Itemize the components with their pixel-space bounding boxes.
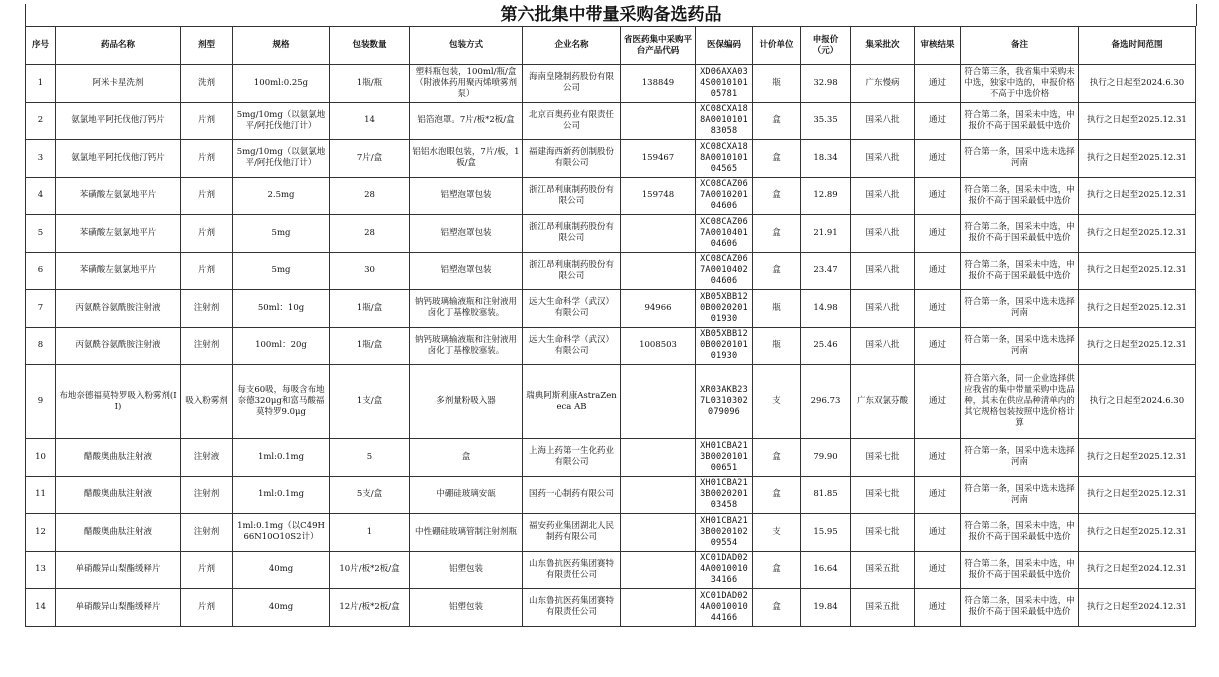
table-body bbox=[26, 65, 1196, 627]
cell-company-name: 浙江昂利康制药股份有限公司 bbox=[523, 215, 621, 253]
cell-row-number: 7 bbox=[26, 290, 56, 328]
cell-declared-price: 23.47 bbox=[801, 252, 851, 290]
cell-row-number: 8 bbox=[26, 327, 56, 365]
cell-company-name: 山东鲁抗医药集团赛特有限责任公司 bbox=[523, 589, 621, 627]
cell-platform-code bbox=[621, 365, 696, 439]
cell-time-range: 执行之日起至2025.12.31 bbox=[1079, 177, 1196, 215]
cell-dosage-form: 片剂 bbox=[181, 551, 233, 589]
col-header-unit: 计价单位 bbox=[753, 27, 801, 65]
cell-remark: 符合第三条，我省集中采购未中选，独家中选的，申报价格不高于中选价格 bbox=[961, 65, 1079, 103]
cell-procurement-batch: 国采七批 bbox=[851, 476, 915, 514]
cell-insurance-code: XH01CBA213B002020103458 bbox=[696, 476, 753, 514]
col-header-note: 备注 bbox=[961, 27, 1079, 65]
cell-row-number: 13 bbox=[26, 551, 56, 589]
cell-specification: 40mg bbox=[233, 551, 330, 589]
cell-company-name: 浙江昂利康制药股份有限公司 bbox=[523, 177, 621, 215]
cell-declared-price: 19.84 bbox=[801, 589, 851, 627]
cell-time-range: 执行之日起至2025.12.31 bbox=[1079, 215, 1196, 253]
cell-time-range: 执行之日起至2025.12.31 bbox=[1079, 476, 1196, 514]
cell-pricing-unit: 盒 bbox=[753, 252, 801, 290]
col-header-pack: 包装方式 bbox=[410, 27, 523, 65]
cell-package-quantity: 10片/板*2板/盒 bbox=[330, 551, 410, 589]
table-row bbox=[26, 514, 1196, 552]
cell-package-type: 铝塑包装 bbox=[410, 551, 523, 589]
cell-procurement-batch: 国采八批 bbox=[851, 215, 915, 253]
cell-specification: 1ml:0.1mg（以C49H66N10O10S2计） bbox=[233, 514, 330, 552]
cell-insurance-code: XC08CXA188A001010104565 bbox=[696, 140, 753, 178]
cell-review-result: 通过 bbox=[915, 215, 961, 253]
cell-dosage-form: 片剂 bbox=[181, 177, 233, 215]
cell-drug-name: 丙氨酰谷氨酰胺注射液 bbox=[56, 290, 181, 328]
cell-declared-price: 15.95 bbox=[801, 514, 851, 552]
cell-dosage-form: 注射剂 bbox=[181, 476, 233, 514]
cell-insurance-code: XB05XBB120B002020101930 bbox=[696, 290, 753, 328]
cell-specification: 5mg/10mg（以氨氯地平/阿托伐他汀计） bbox=[233, 102, 330, 140]
cell-platform-code bbox=[621, 551, 696, 589]
cell-package-type: 钠钙玻璃输液瓶和注射液用卤化丁基橡胶塞装。 bbox=[410, 290, 523, 328]
cell-package-type: 铝塑泡罩包装 bbox=[410, 215, 523, 253]
cell-company-name: 山东鲁抗医药集团赛特有限责任公司 bbox=[523, 551, 621, 589]
table-row bbox=[26, 215, 1196, 253]
cell-declared-price: 18.34 bbox=[801, 140, 851, 178]
cell-remark: 符合第一条，国采中选未选择河南 bbox=[961, 290, 1079, 328]
cell-package-quantity: 5支/盒 bbox=[330, 476, 410, 514]
cell-company-name: 福建海西新药创制股份有限公司 bbox=[523, 140, 621, 178]
cell-remark: 符合第二条，国采未中选，申报价不高于国采最低中选价 bbox=[961, 589, 1079, 627]
cell-declared-price: 12.89 bbox=[801, 177, 851, 215]
cell-specification: 5mg/10mg（以氨氯地平/阿托伐他汀计） bbox=[233, 140, 330, 178]
cell-procurement-batch: 国采五批 bbox=[851, 589, 915, 627]
cell-pricing-unit: 盒 bbox=[753, 439, 801, 477]
cell-platform-code bbox=[621, 589, 696, 627]
cell-pricing-unit: 盒 bbox=[753, 102, 801, 140]
col-header-spec: 规格 bbox=[233, 27, 330, 65]
cell-row-number: 1 bbox=[26, 65, 56, 103]
cell-dosage-form: 片剂 bbox=[181, 589, 233, 627]
cell-review-result: 通过 bbox=[915, 65, 961, 103]
cell-time-range: 执行之日起至2025.12.31 bbox=[1079, 140, 1196, 178]
cell-procurement-batch: 国采七批 bbox=[851, 514, 915, 552]
cell-remark: 符合第一条，国采中选未选择河南 bbox=[961, 476, 1079, 514]
table-row bbox=[26, 551, 1196, 589]
cell-insurance-code: XH01CBA213B002010209554 bbox=[696, 514, 753, 552]
cell-row-number: 5 bbox=[26, 215, 56, 253]
cell-review-result: 通过 bbox=[915, 365, 961, 439]
cell-company-name: 浙江昂利康制药股份有限公司 bbox=[523, 252, 621, 290]
cell-platform-code: 159467 bbox=[621, 140, 696, 178]
cell-drug-name: 单硝酸异山梨酯缓释片 bbox=[56, 589, 181, 627]
cell-insurance-code: XD06AXA034S001010105781 bbox=[696, 65, 753, 103]
cell-company-name: 上海上药第一生化药业有限公司 bbox=[523, 439, 621, 477]
cell-review-result: 通过 bbox=[915, 102, 961, 140]
cell-review-result: 通过 bbox=[915, 551, 961, 589]
cell-declared-price: 25.46 bbox=[801, 327, 851, 365]
table-row bbox=[26, 476, 1196, 514]
cell-drug-name: 单硝酸异山梨酯缓释片 bbox=[56, 551, 181, 589]
cell-drug-name: 氨氯地平阿托伐他汀钙片 bbox=[56, 140, 181, 178]
cell-dosage-form: 吸入粉雾剂 bbox=[181, 365, 233, 439]
cell-insurance-code: XC08CAZ067A001040104606 bbox=[696, 215, 753, 253]
cell-package-type: 多剂量粉吸入器 bbox=[410, 365, 523, 439]
cell-pricing-unit: 盒 bbox=[753, 215, 801, 253]
cell-procurement-batch: 国采八批 bbox=[851, 102, 915, 140]
cell-time-range: 执行之日起至2025.12.31 bbox=[1079, 290, 1196, 328]
cell-drug-name: 苯磺酸左氨氯地平片 bbox=[56, 252, 181, 290]
cell-remark: 符合第二条，国采未中选，申报价不高于国采最低中选价 bbox=[961, 514, 1079, 552]
table-row bbox=[26, 252, 1196, 290]
cell-dosage-form: 片剂 bbox=[181, 140, 233, 178]
cell-review-result: 通过 bbox=[915, 252, 961, 290]
cell-row-number: 12 bbox=[26, 514, 56, 552]
table-row bbox=[26, 589, 1196, 627]
cell-package-quantity: 28 bbox=[330, 177, 410, 215]
cell-review-result: 通过 bbox=[915, 439, 961, 477]
cell-declared-price: 21.91 bbox=[801, 215, 851, 253]
cell-specification: 1ml:0.1mg bbox=[233, 476, 330, 514]
cell-package-quantity: 1瓶/盒 bbox=[330, 327, 410, 365]
cell-remark: 符合第二条，国采未中选，申报价不高于国采最低中选价 bbox=[961, 551, 1079, 589]
cell-drug-name: 醋酸奥曲肽注射液 bbox=[56, 514, 181, 552]
cell-dosage-form: 注射剂 bbox=[181, 327, 233, 365]
cell-time-range: 执行之日起至2025.12.31 bbox=[1079, 327, 1196, 365]
cell-procurement-batch: 国采五批 bbox=[851, 551, 915, 589]
cell-time-range: 执行之日起至2024.6.30 bbox=[1079, 65, 1196, 103]
cell-package-quantity: 1瓶/瓶 bbox=[330, 65, 410, 103]
col-header-range: 备选时间范围 bbox=[1079, 27, 1196, 65]
cell-dosage-form: 片剂 bbox=[181, 252, 233, 290]
cell-row-number: 10 bbox=[26, 439, 56, 477]
cell-pricing-unit: 盒 bbox=[753, 476, 801, 514]
cell-package-quantity: 1 bbox=[330, 514, 410, 552]
cell-pricing-unit: 支 bbox=[753, 514, 801, 552]
col-header-no: 序号 bbox=[26, 27, 56, 65]
col-header-name: 药品名称 bbox=[56, 27, 181, 65]
cell-row-number: 11 bbox=[26, 476, 56, 514]
cell-pricing-unit: 瓶 bbox=[753, 327, 801, 365]
cell-specification: 5mg bbox=[233, 252, 330, 290]
cell-package-type: 铝塑泡罩包装 bbox=[410, 177, 523, 215]
cell-review-result: 通过 bbox=[915, 514, 961, 552]
cell-procurement-batch: 国采八批 bbox=[851, 140, 915, 178]
col-header-form: 剂型 bbox=[181, 27, 233, 65]
cell-time-range: 执行之日起至2024.12.31 bbox=[1079, 589, 1196, 627]
cell-row-number: 3 bbox=[26, 140, 56, 178]
cell-procurement-batch: 国采八批 bbox=[851, 177, 915, 215]
col-header-ybcode: 医保编码 bbox=[696, 27, 753, 65]
cell-time-range: 执行之日起至2025.12.31 bbox=[1079, 102, 1196, 140]
cell-drug-name: 氨氯地平阿托伐他汀钙片 bbox=[56, 102, 181, 140]
cell-drug-name: 阿米卡星洗剂 bbox=[56, 65, 181, 103]
cell-remark: 符合第二条，国采未中选，申报价不高于国采最低中选价 bbox=[961, 252, 1079, 290]
cell-company-name: 远大生命科学（武汉）有限公司 bbox=[523, 290, 621, 328]
cell-pricing-unit: 瓶 bbox=[753, 290, 801, 328]
cell-package-type: 中硼硅玻璃安瓿 bbox=[410, 476, 523, 514]
table-row bbox=[26, 65, 1196, 103]
cell-drug-name: 苯磺酸左氨氯地平片 bbox=[56, 215, 181, 253]
cell-specification: 40mg bbox=[233, 589, 330, 627]
cell-row-number: 4 bbox=[26, 177, 56, 215]
cell-time-range: 执行之日起至2025.12.31 bbox=[1079, 252, 1196, 290]
cell-platform-code bbox=[621, 215, 696, 253]
cell-company-name: 海南皇隆制药股份有限公司 bbox=[523, 65, 621, 103]
cell-remark: 符合第一条，国采中选未选择河南 bbox=[961, 140, 1079, 178]
cell-pricing-unit: 盒 bbox=[753, 177, 801, 215]
cell-package-type: 塑料瓶包装，100ml/瓶/盒（附液体药用聚丙烯喷雾剂泵） bbox=[410, 65, 523, 103]
cell-package-quantity: 14 bbox=[330, 102, 410, 140]
table-row bbox=[26, 102, 1196, 140]
cell-package-quantity: 1支/盒 bbox=[330, 365, 410, 439]
cell-row-number: 6 bbox=[26, 252, 56, 290]
cell-package-type: 铝塑泡罩包装 bbox=[410, 252, 523, 290]
cell-platform-code bbox=[621, 102, 696, 140]
cell-review-result: 通过 bbox=[915, 140, 961, 178]
col-header-result: 审核结果 bbox=[915, 27, 961, 65]
cell-specification: 50ml：10g bbox=[233, 290, 330, 328]
cell-review-result: 通过 bbox=[915, 290, 961, 328]
cell-declared-price: 81.85 bbox=[801, 476, 851, 514]
cell-dosage-form: 片剂 bbox=[181, 215, 233, 253]
cell-package-quantity: 5 bbox=[330, 439, 410, 477]
table-row bbox=[26, 439, 1196, 477]
cell-remark: 符合第二条，国采未中选，申报价不高于国采最低中选价 bbox=[961, 177, 1079, 215]
cell-declared-price: 296.73 bbox=[801, 365, 851, 439]
cell-company-name: 远大生命科学（武汉）有限公司 bbox=[523, 327, 621, 365]
cell-procurement-batch: 国采八批 bbox=[851, 327, 915, 365]
col-header-code: 省医药集中采购平台产品代码 bbox=[621, 27, 696, 65]
cell-procurement-batch: 国采八批 bbox=[851, 252, 915, 290]
cell-package-type: 钠钙玻璃输液瓶和注射液用卤化丁基橡胶塞装。 bbox=[410, 327, 523, 365]
cell-drug-name: 醋酸奥曲肽注射液 bbox=[56, 439, 181, 477]
cell-insurance-code: XC08CAZ067A001020104606 bbox=[696, 177, 753, 215]
col-header-company: 企业名称 bbox=[523, 27, 621, 65]
cell-insurance-code: XC01DAD024A001001034166 bbox=[696, 551, 753, 589]
col-header-qty: 包装数量 bbox=[330, 27, 410, 65]
cell-remark: 符合第六条，同一企业选择供应我省的集中带量采购中选品种，其未在供应品种清单内的其它规格包装按照中选价格计算 bbox=[961, 365, 1079, 439]
cell-time-range: 执行之日起至2025.12.31 bbox=[1079, 514, 1196, 552]
cell-remark: 符合第二条，国采未中选，申报价不高于国采最低中选价 bbox=[961, 215, 1079, 253]
table-row bbox=[26, 327, 1196, 365]
cell-time-range: 执行之日起至2025.12.31 bbox=[1079, 439, 1196, 477]
cell-dosage-form: 注射液 bbox=[181, 439, 233, 477]
cell-insurance-code: XH01CBA213B002010100651 bbox=[696, 439, 753, 477]
cell-company-name: 北京百奥药业有限责任公司 bbox=[523, 102, 621, 140]
cell-declared-price: 16.64 bbox=[801, 551, 851, 589]
cell-platform-code bbox=[621, 514, 696, 552]
drug-table bbox=[25, 26, 1196, 627]
cell-time-range: 执行之日起至2024.12.31 bbox=[1079, 551, 1196, 589]
cell-insurance-code: XR03AKB237L0310302079096 bbox=[696, 365, 753, 439]
col-header-price: 申报价（元） bbox=[801, 27, 851, 65]
cell-declared-price: 79.90 bbox=[801, 439, 851, 477]
cell-platform-code: 138849 bbox=[621, 65, 696, 103]
cell-package-type: 铝铝水泡眼包装，7片/板，1板/盒 bbox=[410, 140, 523, 178]
cell-specification: 100ml：20g bbox=[233, 327, 330, 365]
cell-dosage-form: 洗剂 bbox=[181, 65, 233, 103]
cell-row-number: 14 bbox=[26, 589, 56, 627]
cell-package-quantity: 7片/盒 bbox=[330, 140, 410, 178]
cell-package-type: 中性硼硅玻璃管制注射剂瓶 bbox=[410, 514, 523, 552]
header-row bbox=[26, 27, 1196, 65]
cell-company-name: 福安药业集团湖北人民制药有限公司 bbox=[523, 514, 621, 552]
cell-package-type: 盒 bbox=[410, 439, 523, 477]
cell-pricing-unit: 瓶 bbox=[753, 65, 801, 103]
cell-company-name: 国药一心制药有限公司 bbox=[523, 476, 621, 514]
cell-declared-price: 32.98 bbox=[801, 65, 851, 103]
cell-pricing-unit: 盒 bbox=[753, 551, 801, 589]
cell-procurement-batch: 广东双氯芬酸 bbox=[851, 365, 915, 439]
cell-platform-code: 94966 bbox=[621, 290, 696, 328]
cell-platform-code bbox=[621, 252, 696, 290]
cell-remark: 符合第一条，国采中选未选择河南 bbox=[961, 439, 1079, 477]
cell-package-quantity: 28 bbox=[330, 215, 410, 253]
cell-platform-code: 159748 bbox=[621, 177, 696, 215]
cell-drug-name: 布地奈德福莫特罗吸入粉雾剂(II) bbox=[56, 365, 181, 439]
cell-drug-name: 苯磺酸左氨氯地平片 bbox=[56, 177, 181, 215]
cell-declared-price: 35.35 bbox=[801, 102, 851, 140]
cell-review-result: 通过 bbox=[915, 327, 961, 365]
cell-company-name: 瑞典阿斯利康AstraZeneca AB bbox=[523, 365, 621, 439]
cell-package-quantity: 12片/板*2板/盒 bbox=[330, 589, 410, 627]
cell-review-result: 通过 bbox=[915, 177, 961, 215]
cell-time-range: 执行之日起至2024.6.30 bbox=[1079, 365, 1196, 439]
col-header-batch: 集采批次 bbox=[851, 27, 915, 65]
cell-platform-code bbox=[621, 439, 696, 477]
page-title: 第六批集中带量采购备选药品 bbox=[25, 4, 1197, 26]
cell-drug-name: 醋酸奥曲肽注射液 bbox=[56, 476, 181, 514]
cell-remark: 符合第一条，国采中选未选择河南 bbox=[961, 327, 1079, 365]
cell-platform-code bbox=[621, 476, 696, 514]
table-row bbox=[26, 177, 1196, 215]
cell-platform-code: 1008503 bbox=[621, 327, 696, 365]
cell-row-number: 9 bbox=[26, 365, 56, 439]
cell-pricing-unit: 盒 bbox=[753, 140, 801, 178]
cell-package-type: 铝箔泡罩。7片/板*2板/盒 bbox=[410, 102, 523, 140]
cell-package-type: 铝塑包装 bbox=[410, 589, 523, 627]
cell-insurance-code: XB05XBB120B002010101930 bbox=[696, 327, 753, 365]
cell-specification: 100ml:0.25g bbox=[233, 65, 330, 103]
cell-row-number: 2 bbox=[26, 102, 56, 140]
cell-specification: 5mg bbox=[233, 215, 330, 253]
table-row bbox=[26, 290, 1196, 328]
cell-insurance-code: XC08CXA188A001010183058 bbox=[696, 102, 753, 140]
cell-pricing-unit: 支 bbox=[753, 365, 801, 439]
table-row bbox=[26, 365, 1196, 439]
cell-specification: 1ml:0.1mg bbox=[233, 439, 330, 477]
cell-review-result: 通过 bbox=[915, 589, 961, 627]
cell-review-result: 通过 bbox=[915, 476, 961, 514]
cell-drug-name: 丙氨酰谷氨酰胺注射液 bbox=[56, 327, 181, 365]
cell-dosage-form: 注射剂 bbox=[181, 514, 233, 552]
cell-specification: 每支60吸，每吸含布地奈德320μg和富马酸福莫特罗9.0μg bbox=[233, 365, 330, 439]
cell-declared-price: 14.98 bbox=[801, 290, 851, 328]
cell-insurance-code: XC01DAD024A001001044166 bbox=[696, 589, 753, 627]
cell-remark: 符合第二条，国采未中选，申报价不高于国采最低中选价 bbox=[961, 102, 1079, 140]
table-row bbox=[26, 140, 1196, 178]
cell-procurement-batch: 国采七批 bbox=[851, 439, 915, 477]
cell-dosage-form: 片剂 bbox=[181, 102, 233, 140]
cell-package-quantity: 30 bbox=[330, 252, 410, 290]
cell-pricing-unit: 盒 bbox=[753, 589, 801, 627]
cell-procurement-batch: 国采八批 bbox=[851, 290, 915, 328]
cell-package-quantity: 1瓶/盒 bbox=[330, 290, 410, 328]
cell-insurance-code: XC08CAZ067A001040204606 bbox=[696, 252, 753, 290]
cell-dosage-form: 注射剂 bbox=[181, 290, 233, 328]
cell-specification: 2.5mg bbox=[233, 177, 330, 215]
cell-procurement-batch: 广东慢病 bbox=[851, 65, 915, 103]
